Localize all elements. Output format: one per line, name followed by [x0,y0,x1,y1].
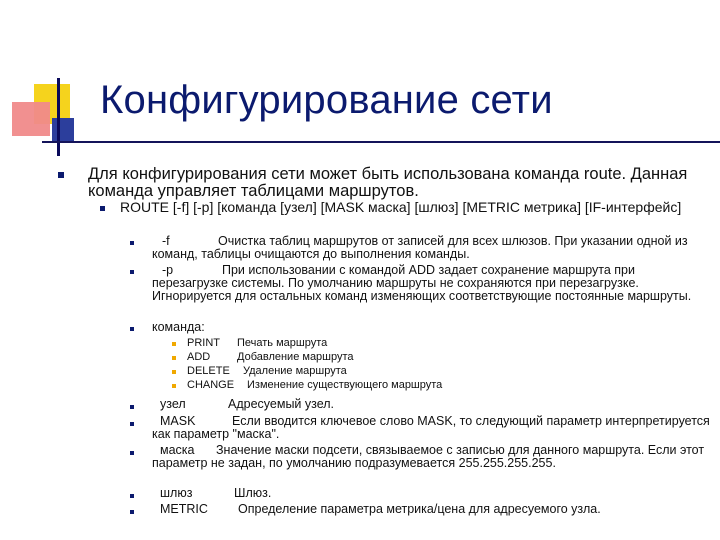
command-item [187,366,707,378]
param-desc: Очистка таблиц маршрутов от записей для всех шлюзов. При указании одной из команд, таблицы очищаются до выполнения команды. [152,234,688,262]
param-item [152,264,712,303]
bullet-l4 [172,342,176,346]
param-desc: Определение параметра метрика/цена для адресуемого узла. [238,502,601,516]
param-desc: Значение маски подсети, связываемое с записью для данного маршрута. Если этот параметр не задан, по умолчанию подразумевается 255.255.255.255. [152,443,705,471]
bullet-l3 [130,327,134,331]
param-item [152,235,712,261]
intro-text: Для конфигурирования сети может быть использована команда route. Данная команда управляет таблицами маршрутов. [88,165,688,201]
param-key: -f [162,234,170,248]
param-item [152,444,712,470]
param-item [152,321,712,334]
param-desc: Шлюз. [234,486,272,500]
command-name: CHANGE [187,379,235,391]
param-key: METRIC [160,502,208,516]
bullet-l2 [100,206,105,211]
param-desc: Если вводится ключевое слово MASK, то следующий параметр интерпретируется как параметр "маска". [152,414,710,442]
command-name: DELETE [187,365,230,377]
param-item [152,503,712,516]
command-desc: Печать маршрута [237,337,328,349]
param-key: узел [160,397,186,411]
param-key: команда: [152,320,205,334]
command-desc: Удаление маршрута [243,365,347,377]
bullet-l3 [130,241,134,245]
param-key: шлюз [160,486,193,500]
param-key: маска [160,443,195,457]
decor-blue-square [52,118,74,142]
bullet-l3 [130,494,134,498]
param-key: -p [162,263,174,277]
command-desc: Изменение существующего маршрута [247,379,443,391]
decor-vertical-line [57,78,60,156]
bullet-l3 [130,451,134,455]
bullet-l4 [172,356,176,360]
bullet-l3 [130,422,134,426]
param-item [152,415,712,441]
slide-title: Конфигурирование сети [100,78,553,122]
command-item [187,380,707,392]
command-item [187,352,707,364]
bullet-l4 [172,370,176,374]
param-item [152,398,712,411]
param-desc: При использовании с командой ADD задает сохранение маршрута при перезагрузке системы. По умолчанию маршруты не сохраняются при перезагрузке. Игнорируется для остальных команд изменяющих соответствующие постоянные маршруты. [152,263,692,304]
param-key: MASK [160,414,196,428]
command-item [187,338,707,350]
bullet-l1 [58,172,64,178]
bullet-l4 [172,384,176,388]
title-underline [42,141,720,143]
param-item [152,487,712,500]
bullet-l3 [130,270,134,274]
bullet-l3 [130,405,134,409]
syntax-text: ROUTE [-f] [-p] [команда [узел] [MASK маска] [шлюз] [METRIC метрика] [IF-интерфейс] [120,199,682,215]
command-name: PRINT [187,337,220,349]
command-desc: Добавление маршрута [237,351,354,363]
command-name: ADD [187,351,211,363]
decor-red-square [12,102,50,136]
param-desc: Адресуемый узел. [228,397,335,411]
bullet-l3 [130,510,134,514]
